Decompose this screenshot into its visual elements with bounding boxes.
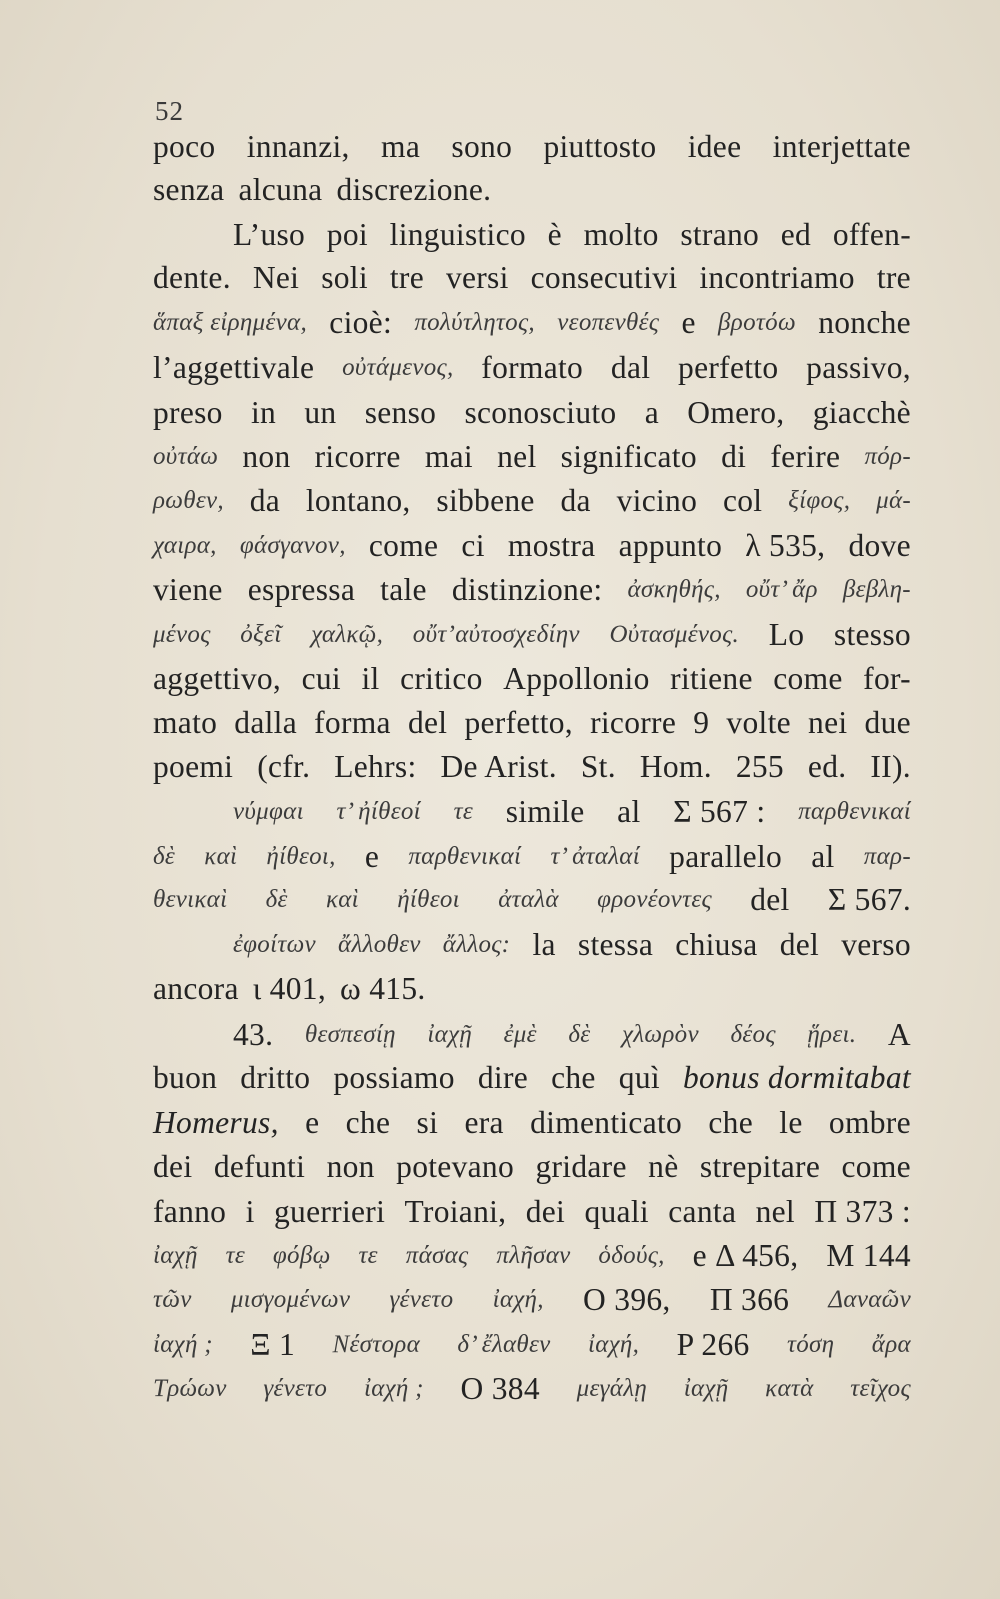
word: dalla	[234, 705, 298, 740]
word: discrezione.	[336, 172, 492, 207]
word: da	[249, 483, 281, 518]
greek-word: τε	[453, 798, 473, 825]
word: significato	[560, 439, 697, 474]
greek-word: δὲ	[265, 886, 288, 913]
word: innanzi,	[246, 129, 350, 164]
word: strepitare	[699, 1149, 821, 1184]
text-line	[233, 792, 911, 832]
word: ombre	[828, 1105, 911, 1140]
word: guerrieri	[273, 1194, 386, 1229]
greek-word: δὲ	[568, 1021, 591, 1048]
greek-word: ἐφοίτων	[233, 931, 316, 958]
word: Omero,	[687, 395, 785, 430]
greek-word: τε	[225, 1242, 245, 1269]
greek-word: ρωθεν,	[153, 487, 224, 514]
word: del	[750, 882, 790, 917]
greek-word: πόρ-	[864, 443, 911, 470]
text-line	[153, 659, 911, 699]
word: versi	[445, 260, 509, 295]
word: mai	[424, 439, 473, 474]
greek-word: Οὐτασμένος.	[609, 621, 740, 648]
word: non	[326, 1149, 375, 1184]
word: buon	[153, 1060, 218, 1095]
word: nonche	[818, 305, 911, 340]
greek-word: φρονέοντες	[597, 886, 712, 913]
text-line	[153, 1147, 911, 1187]
word: di	[721, 439, 747, 474]
word: il	[361, 661, 380, 696]
word: ma	[381, 129, 421, 164]
word: tre	[876, 260, 911, 295]
greek-word: μεγάλῃ	[576, 1375, 648, 1402]
greek-word: ὀξεῖ	[240, 621, 282, 648]
greek-word: παρ-	[863, 843, 911, 870]
greek-word: πάσας	[405, 1242, 469, 1269]
text-line	[153, 526, 911, 566]
word: consecutivi	[530, 260, 678, 295]
word: volte	[726, 705, 791, 740]
greek-word: νύμφαι	[233, 798, 304, 825]
greek-word: Νέστορα	[332, 1331, 420, 1358]
text-line	[153, 1369, 911, 1409]
word: al	[811, 839, 835, 874]
word: verso	[841, 927, 911, 962]
word: mostra	[507, 528, 596, 563]
greek-word: παρθενικαί	[798, 798, 911, 825]
word: Nei	[252, 260, 300, 295]
word: e	[305, 1105, 320, 1140]
text-line	[153, 1236, 911, 1276]
text-line	[153, 880, 911, 920]
word: alcuna	[238, 172, 323, 207]
word: due	[864, 705, 911, 740]
text-line	[153, 127, 911, 167]
greek-word: βεβλη-	[842, 576, 911, 603]
word: soli	[321, 260, 368, 295]
word: nel	[755, 1194, 795, 1229]
text-line	[153, 437, 911, 477]
greek-word: δ’ ἔλαθεν	[457, 1331, 551, 1358]
word: dimenticato	[530, 1105, 683, 1140]
greek-word: τ’ ἠίθεοί	[336, 798, 421, 825]
word: quali	[584, 1194, 649, 1229]
greek-word: ἰαχῇ	[153, 1242, 198, 1269]
greek-word: ὁδούς,	[598, 1242, 665, 1269]
greek-word: ἰαχῇ	[427, 1021, 473, 1048]
word: si	[416, 1105, 439, 1140]
greek-word: ἄλλος:	[442, 931, 511, 958]
greek-word: ἰαχῇ	[683, 1375, 729, 1402]
word: for-	[863, 661, 911, 696]
word: De Arist.	[440, 749, 557, 784]
word: Σ 567 :	[673, 794, 766, 829]
greek-word: κατὰ	[765, 1375, 814, 1402]
greek-word: καὶ	[204, 843, 238, 870]
word: offen-	[832, 217, 911, 252]
word: perfetto,	[464, 705, 573, 740]
text-line	[233, 925, 911, 965]
text-line	[153, 1192, 911, 1232]
word: forma	[314, 705, 391, 740]
word: (cfr.	[257, 749, 311, 784]
greek-word: ἰαχή ;	[363, 1375, 424, 1402]
greek-word: δέος	[730, 1021, 776, 1048]
word: non	[242, 439, 291, 474]
greek-word: οὐτάω	[153, 443, 219, 470]
greek-word: ἠίθεοι,	[266, 843, 336, 870]
greek-word: γένετο	[389, 1286, 454, 1313]
word: ancora	[153, 971, 239, 1006]
word: quì	[618, 1060, 660, 1095]
greek-word: χαλκῷ,	[311, 621, 384, 648]
greek-word: χλωρὸν	[622, 1021, 699, 1048]
greek-word: ἰαχή,	[492, 1286, 544, 1313]
word: cioè:	[329, 305, 393, 340]
text-line	[233, 1015, 911, 1055]
word: stessa	[577, 927, 654, 962]
word: e	[681, 305, 696, 340]
word: dire	[477, 1060, 529, 1095]
greek-word: ἄρα	[871, 1331, 911, 1358]
word: è	[547, 217, 562, 252]
word: l’aggettivale	[153, 350, 315, 385]
greek-word: ἠίθεοι	[397, 886, 460, 913]
word: come	[841, 1149, 911, 1184]
word: St.	[580, 749, 616, 784]
text-line	[153, 1280, 911, 1320]
word: ι 401,	[252, 971, 327, 1006]
word: formato	[481, 350, 584, 385]
word: che	[708, 1105, 753, 1140]
word: ed.	[807, 749, 847, 784]
greek-word: Τρώων	[153, 1375, 227, 1402]
greek-word: πολύτλητος,	[414, 309, 535, 336]
word: cui	[301, 661, 341, 696]
word: aggettivo,	[153, 661, 282, 696]
word: preso	[153, 395, 223, 430]
word: col	[722, 483, 763, 518]
word: tale	[380, 572, 427, 607]
word: del	[779, 927, 820, 962]
greek-word: Δαναῶν	[828, 1286, 911, 1313]
greek-word: μά-	[876, 487, 911, 514]
word: stesso	[833, 617, 911, 652]
word: ci	[461, 528, 485, 563]
greek-word: τεῖχος	[850, 1375, 911, 1402]
section-number: 43.	[233, 1017, 274, 1052]
greek-word: βροτόω	[718, 309, 796, 336]
greek-word: ἀσκηθής,	[627, 576, 721, 603]
word: ed	[780, 217, 812, 252]
word: espressa	[247, 572, 356, 607]
word: nei	[808, 705, 848, 740]
word: i	[245, 1194, 255, 1229]
word: sconosciuto	[464, 395, 617, 430]
greek-word: οὔτ’ ἄρ	[745, 576, 818, 603]
word: dei	[525, 1194, 566, 1229]
word: distinzione:	[451, 572, 603, 607]
text-line	[153, 303, 911, 343]
greek-word: μισγομένων	[230, 1286, 351, 1313]
italic-phrase: Homerus,	[153, 1105, 279, 1140]
word: gridare	[535, 1149, 627, 1184]
greek-word: φάσγανον,	[239, 532, 346, 559]
word: come	[773, 661, 843, 696]
greek-word: πλῆσαν	[496, 1242, 571, 1269]
word: O 396,	[583, 1282, 671, 1317]
word: la	[532, 927, 556, 962]
word: dei	[153, 1149, 193, 1184]
word: poco	[153, 129, 216, 164]
word: piuttosto	[543, 129, 657, 164]
greek-word: ἰαχή,	[587, 1331, 640, 1358]
greek-word: ἅπαξ εἰρημένα,	[153, 309, 307, 336]
word: sibbene	[436, 483, 535, 518]
word: linguistico	[389, 217, 526, 252]
word: Lehrs:	[334, 749, 417, 784]
word: sono	[451, 129, 513, 164]
text-line	[153, 1325, 911, 1365]
word: dente.	[153, 260, 231, 295]
page-number: 52	[155, 96, 184, 126]
word: nè	[648, 1149, 679, 1184]
italic-phrase: bonus dormitabat	[683, 1060, 911, 1095]
greek-word: φόβῳ	[272, 1242, 331, 1269]
word: lontano,	[305, 483, 411, 518]
word: ferire	[770, 439, 841, 474]
greek-word: καὶ	[325, 886, 359, 913]
greek-word: νεοπενθές	[557, 309, 660, 336]
word: simile	[505, 794, 585, 829]
text-line	[153, 615, 911, 655]
text-line	[153, 969, 911, 1009]
greek-word: τῶν	[153, 1286, 192, 1313]
word: nel	[497, 439, 537, 474]
word: Hom.	[639, 749, 712, 784]
greek-word: ᾕρει.	[807, 1021, 857, 1048]
word: potevano	[396, 1149, 515, 1184]
greek-word: θενικαὶ	[153, 886, 228, 913]
word: tre	[389, 260, 424, 295]
word: e Δ 456,	[692, 1238, 799, 1273]
text-line	[153, 258, 911, 298]
word: era	[464, 1105, 504, 1140]
text-line	[153, 1103, 911, 1143]
text-line	[233, 215, 911, 255]
word: appunto	[618, 528, 723, 563]
word: poi	[326, 217, 368, 252]
word: al	[617, 794, 641, 829]
word: ritiene	[670, 661, 753, 696]
word: ricorre	[590, 705, 677, 740]
word: 255	[735, 749, 784, 784]
word: chiusa	[675, 927, 758, 962]
greek-word: τε	[358, 1242, 378, 1269]
word: O 384	[460, 1371, 540, 1406]
text-line	[153, 703, 911, 743]
word: dove	[848, 528, 911, 563]
text-line	[153, 570, 911, 610]
word: Appollonio	[503, 661, 650, 696]
word: ricorre	[314, 439, 401, 474]
word: che	[551, 1060, 596, 1095]
greek-word: ἀταλὰ	[498, 886, 559, 913]
greek-word: δὲ	[153, 843, 176, 870]
word: senso	[364, 395, 437, 430]
text-line	[153, 1058, 911, 1098]
word: A	[887, 1017, 911, 1052]
greek-word: οὔτ’αὐτοσχεδίην	[412, 621, 580, 648]
word: e	[364, 839, 380, 874]
word: Ξ 1	[250, 1327, 296, 1362]
greek-word: μένος	[153, 621, 211, 648]
word: ω 415.	[340, 971, 426, 1006]
word: strano	[680, 217, 760, 252]
word: da	[560, 483, 591, 518]
word: le	[779, 1105, 803, 1140]
word: Π 366	[709, 1282, 790, 1317]
word: Σ 567.	[827, 882, 911, 917]
text-line	[153, 747, 911, 787]
word: viene	[153, 572, 223, 607]
word: del	[407, 705, 448, 740]
word: defunti	[213, 1149, 306, 1184]
word: II).	[870, 749, 911, 784]
word: Π 373 :	[814, 1194, 911, 1229]
word: senza	[153, 172, 225, 207]
greek-word: ξίφος,	[788, 487, 851, 514]
greek-word: οὐτάμενος,	[342, 354, 454, 381]
word: Lo	[768, 617, 805, 652]
text-line	[153, 170, 911, 210]
word: parallelo	[669, 839, 783, 874]
word: mato	[153, 705, 218, 740]
word: poemi	[153, 749, 234, 784]
word: 9	[693, 705, 710, 740]
word: L’uso	[233, 217, 306, 252]
word: molto	[583, 217, 659, 252]
word: dal	[610, 350, 651, 385]
word: critico	[400, 661, 483, 696]
word: possiamo	[333, 1060, 455, 1095]
greek-word: τόση	[787, 1331, 835, 1358]
greek-word: ἄλλοθεν	[338, 931, 421, 958]
word: incontriamo	[699, 260, 855, 295]
word: M 144	[826, 1238, 911, 1273]
word: Troiani,	[404, 1194, 507, 1229]
word: in	[250, 395, 277, 430]
word: passivo,	[806, 350, 911, 385]
word: che	[345, 1105, 391, 1140]
word: giacchè	[812, 395, 911, 430]
greek-word: θεσπεσίῃ	[304, 1021, 396, 1048]
text-line	[153, 481, 911, 521]
text-line	[153, 393, 911, 433]
word: canta	[668, 1194, 737, 1229]
greek-word: χαιρα,	[153, 532, 217, 559]
word: fanno	[153, 1194, 227, 1229]
word: dritto	[240, 1060, 311, 1095]
greek-word: ἐμὲ	[503, 1021, 537, 1048]
word: vicino	[616, 483, 698, 518]
word: P 266	[676, 1327, 750, 1362]
word: perfetto	[678, 350, 779, 385]
word: a	[644, 395, 660, 430]
greek-word: τ’ ἀταλαί	[550, 843, 640, 870]
word: interjettate	[772, 129, 911, 164]
word: un	[304, 395, 337, 430]
text-line	[153, 837, 911, 877]
word: λ 535,	[745, 528, 826, 563]
greek-word: γένετο	[263, 1375, 328, 1402]
text-line	[153, 348, 911, 388]
word: come	[368, 528, 439, 563]
greek-word: παρθενικαί	[408, 843, 522, 870]
word: idee	[687, 129, 742, 164]
greek-word: ἰαχή ;	[153, 1331, 213, 1358]
